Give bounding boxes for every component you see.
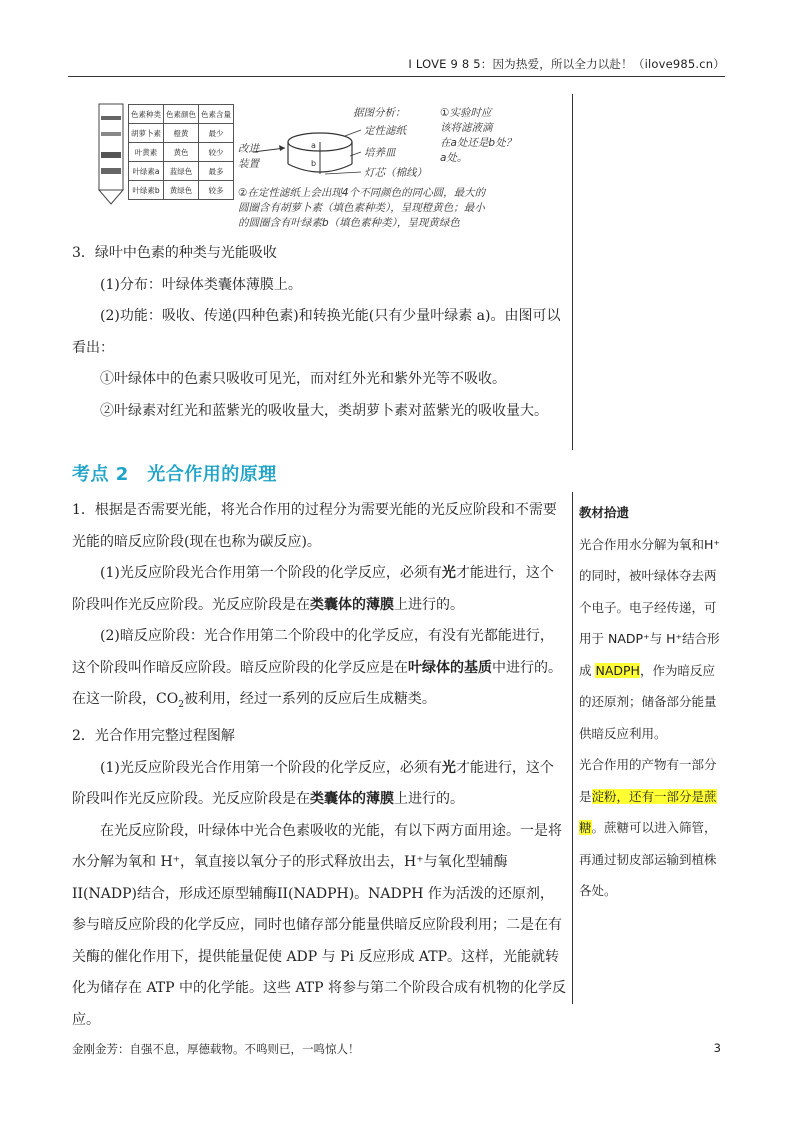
header-rule (68, 76, 725, 77)
section-pigments (72, 238, 566, 427)
svg-text:b: b (311, 159, 317, 168)
sidebar-note-1: 光合作用水分解为氧和H⁺的同时，被叶绿体夺去两个电子。电子经传递，可用于 NADP⁺与 H⁺结合形成 NADPH，作为暗反应的还原剂；储备部分能量供暗反应利用。 (579, 536, 720, 741)
table-cell: 最少 (199, 124, 234, 143)
table-header: 色素含量 (199, 105, 234, 124)
section-heading: 3．绿叶中色素的种类与光能吸收 (72, 245, 277, 261)
analysis-note-1: ①实验时应 该将滤液滴 在a处还是b处？ a处。 (440, 107, 517, 164)
sidebar-notes (579, 497, 727, 907)
table-cell: 叶黄素 (129, 143, 164, 162)
table-cell: 橙黄 (164, 124, 199, 143)
table-row (129, 143, 234, 162)
column-divider-top (572, 94, 573, 450)
sub-heading: 2．光合作用完整过程图解 (72, 728, 235, 745)
table-cell: 较少 (199, 143, 234, 162)
paragraph: (1)光反应阶段光合作用第一个阶段的化学反应，必须有光才能进行，这个阶段叫作光反应阶段。光反应阶段是在类囊体的薄膜上进行的。 (72, 759, 554, 808)
sidebar-title: 教材拾遗 (579, 505, 630, 520)
table-cell: 胡萝卜素 (129, 124, 164, 143)
table-row (129, 181, 234, 200)
paragraph: (1)分布：叶绿体类囊体薄膜上。 (100, 276, 302, 293)
paragraph: 1．根据是否需要光能，将光合作用的过程分为需要光能的光反应阶段和不需要光能的暗反应阶段(现在也称为碳反应)。 (72, 502, 557, 550)
analysis-note-2: ②在定性滤纸上会出现4个不同颜色的同心圆，最大的 圆圈含有胡萝卜素（填色素种类），呈现橙黄色；最小 的圆圈含有叶绿素b（填色素种类），呈现黄绿色 (238, 187, 486, 229)
table-cell: 较多 (199, 181, 234, 200)
figure (95, 102, 565, 234)
table-row (129, 124, 234, 143)
sidebar-note-2: 光合作用的产物有一部分是淀粉，还有一部分是蔗糖。蔗糖可以进入筛管，再通过韧皮部运输到植株各处。 (579, 757, 717, 898)
paragraph: ①叶绿体中的色素只吸收可见光，而对红外光和紫外光等不吸收。 (100, 371, 506, 387)
table-cell: 叶绿素b (129, 181, 164, 200)
label-wick: 灯芯（棉线） (364, 167, 427, 179)
table-row (129, 162, 234, 181)
table-cell: 最多 (199, 162, 234, 181)
header-text: I LOVE 9 8 5：因为热爱，所以全力以赴！（ilove985.cn） (408, 57, 725, 71)
column-divider-bottom (572, 492, 573, 1004)
table-cell: 黄色 (164, 143, 199, 162)
footer-motto: 金刚金芳：自强不息，厚德载物。不鸣则已，一鸣惊人！ (72, 1042, 360, 1056)
pigment-table (128, 104, 234, 200)
page-number: 3 (713, 1041, 721, 1055)
paragraph: (2)功能：吸收、传递(四种色素)和转换光能(只有少量叶绿素 a)。由图可以看出： (72, 308, 561, 356)
analysis-title: 据图分析： (353, 107, 406, 119)
table-header: 色素种类 (129, 105, 164, 124)
table-cell: 蓝绿色 (164, 162, 199, 181)
label-improved-device: 改进 装置 (238, 143, 259, 170)
chromatography-strip-icon (95, 102, 129, 206)
section-title: 考点 2 光合作用的原理 (72, 464, 277, 485)
svg-text:a: a (311, 141, 316, 150)
paragraph: ②叶绿素对红光和蓝紫光的吸收量大，类胡萝卜素对蓝紫光的吸收量大。 (100, 402, 548, 419)
label-petri-dish: 培养皿 (364, 147, 396, 159)
table-header: 色素颜色 (164, 105, 199, 124)
paragraph: 在光反应阶段，叶绿体中光合色素吸收的光能，有以下两方面用途。一是将水分解为氧和 H⁺，氧直接以氧分子的形式释放出去，H⁺与氧化型辅酶II(NADP)结合，形成还原型辅酶II(NADPH)。NADPH 作为活泼的还原剂，参与暗反应阶段的化学反应，同时也储存部分能量供暗反应阶段利用；二是在有关酶的催化作用下，提供能量促使 ADP 与 Pi 反应形成 ATP。这样，光能就转化为储存在 ATP 中的化学能。这些 ATP 将参与第二个阶段合成有机物的化学反应。 (72, 822, 567, 1028)
section-photosynthesis (72, 495, 566, 1036)
paragraph: (2)暗反应阶段：光合作用第二个阶段中的化学反应，有没有光都能进行，这个阶段叫作暗反应阶段。暗反应阶段的化学反应是在叶绿体的基质中进行的。在这一阶段，$CO_2$被利用，经过一系列的反应后生成糖类。 (72, 628, 562, 710)
table-cell: 叶绿素a (129, 162, 164, 181)
paragraph: (1)光反应阶段光合作用第一个阶段的化学反应，必须有光才能进行，这个阶段叫作光反应阶段。光反应阶段是在类囊体的薄膜上进行的。 (72, 565, 554, 613)
table-cell: 黄绿色 (164, 181, 199, 200)
label-filter-paper: 定性滤纸 (364, 125, 406, 137)
